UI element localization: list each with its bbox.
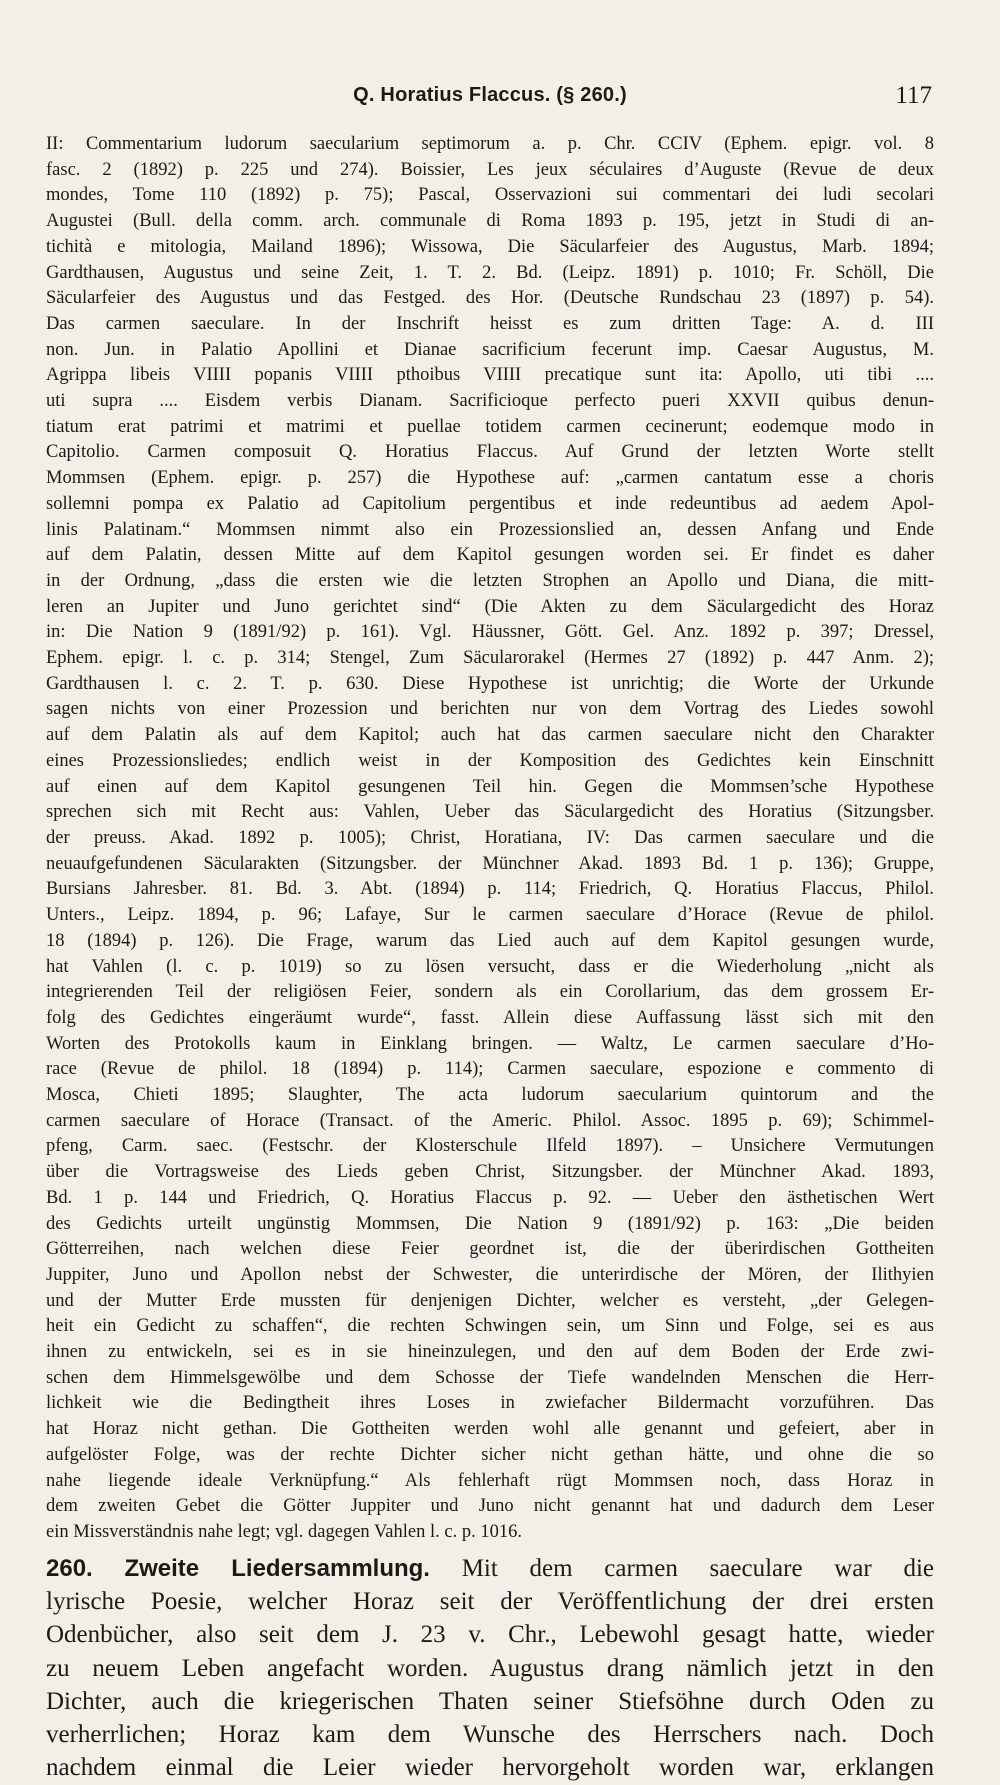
note-line: fasc. 2 (1892) p. 225 und 274). Boissier, Les jeux séculaires d’Auguste (Revue de deux [46, 159, 934, 180]
page-number: 117 [895, 82, 932, 109]
note-line: und der Mutter Erde mussten für denjenigen Dichter, welcher es versteht, „der Gelegen- [46, 1290, 934, 1311]
note-line: hat Horaz nicht gethan. Die Gottheiten werden wohl alle genannt und gefeiert, aber in [46, 1419, 934, 1440]
note-line: II: Commentarium ludorum saecularium septimorum a. p. Chr. CCIV (Ephem. epigr. vol. 8 [46, 134, 934, 154]
note-line: tichità e mitologia, Mailand 1896); Wissowa, Die Säcularfeier des Augustus, Marb. 1894; [46, 236, 934, 257]
note-line: in: Die Nation 9 (1891/92) p. 161). Vgl. Häussner, Gött. Gel. Anz. 1892 p. 397; Dressel, [46, 622, 934, 643]
section-line: Dichter, auch die kriegerischen Thaten seiner Stiefsöhne durch Oden zu [46, 1687, 934, 1715]
section-line: nachdem einmal die Leier wieder hervorgeholt worden war, erklangen [46, 1754, 934, 1782]
section-line: zu neuem Leben angefacht worden. Augustus drang nämlich jetzt in den [46, 1654, 934, 1682]
note-line: mondes, Tome 110 (1892) p. 75); Pascal, Osservazioni sui commentari dei ludi secolari [46, 185, 934, 206]
section-line: Mit dem carmen saeculare war die [461, 1554, 934, 1582]
note-line: eines Prozessionsliedes; endlich weist in der Komposition des Gedichtes kein Einschnitt [46, 750, 934, 771]
note-line: Worten des Protokolls kaum in Einklang bringen. — Waltz, Le carmen saeculare d’Ho- [46, 1033, 934, 1054]
note-line: ihnen zu entwickeln, sei es in sie hineinzulegen, und den auf dem Boden der Erde zwi- [46, 1342, 934, 1363]
note-line: 18 (1894) p. 126). Die Frage, warum das Lied auch auf dem Kapitol gesungen wurde, [46, 930, 934, 951]
section-title: Zweite Liedersammlung. [124, 1554, 430, 1582]
note-line: Mosca, Chieti 1895; Slaughter, The acta ludorum saecularium quintorum and the [46, 1085, 934, 1106]
note-line: auf dem Palatin als auf dem Kapitol; auch hat das carmen saeculare nicht den Charakter [46, 725, 934, 746]
note-line: sollemni pompa ex Palatio ad Capitolium pergentibus et inde redeuntibus ad aedem Apol- [46, 493, 934, 514]
note-line: uti supra .... Eisdem verbis Dianam. Sacrificioque perfecto pueri XXVII quibus denun- [46, 391, 934, 412]
note-line: dem zweiten Gebet die Götter Juppiter und Juno nicht genannt hat und dadurch dem Leser [46, 1496, 934, 1517]
note-line: pfeng, Carm. saec. (Festschr. der Klosterschule Ilfeld 1897). – Unsichere Vermutungen [46, 1136, 934, 1157]
note-line: des Gedichts urteilt ungünstig Mommsen, Die Nation 9 (1891/92) p. 163: „Die beiden [46, 1213, 934, 1234]
note-line: auf einen auf dem Kapitol gesungenen Teil hin. Gegen die Mommsen’sche Hypothese [46, 776, 934, 797]
note-line: der preuss. Akad. 1892 p. 1005); Christ, Horatiana, IV: Das carmen saeculare und die [46, 827, 934, 848]
note-line: tiatum erat patrimi et matrimi et puellae totidem carmen cecinerunt; eodemque modo in [46, 416, 934, 437]
section-260 [46, 1552, 934, 1785]
note-line: race (Revue de philol. 18 (1894) p. 114); Carmen saeculare, espozione e commento di [46, 1059, 934, 1080]
note-line: non. Jun. in Palatio Apollini et Dianae sacrificium fecerunt imp. Caesar Augustus, M. [46, 339, 934, 360]
note-line: hat Vahlen (l. c. p. 1019) so zu lösen versucht, dass er die Wiederholung „nicht als [46, 956, 934, 977]
section-line: verherrlichen; Horaz kam dem Wunsche des Herrschers nach. Doch [46, 1721, 934, 1749]
note-line: Götterreihen, nach welchen diese Feier geordnet ist, die der überirdischen Gottheiten [46, 1239, 934, 1260]
note-line: integrierenden Teil der religiösen Feier, sondern als ein Corollarium, das dem grossem Er- [46, 982, 934, 1003]
note-line: nahe liegende ideale Verknüpfung.“ Als fehlerhaft rügt Mommsen noch, dass Horaz in [46, 1470, 934, 1491]
note-line: leren an Jupiter und Juno gerichtet sind“ (Die Akten zu dem Säculargedicht des Horaz [46, 596, 934, 617]
note-line: Das carmen saeculare. In der Inschrift heisst es zum dritten Tage: A. d. III [46, 313, 934, 334]
note-line: Augustei (Bull. della comm. arch. communale di Roma 1893 p. 195, jetzt in Studi di an- [46, 211, 934, 232]
running-head [46, 66, 934, 110]
note-line: Bd. 1 p. 144 und Friedrich, Q. Horatius Flaccus p. 92. — Ueber den ästhetischen Wert [46, 1187, 934, 1208]
note-line: carmen saeculare of Horace (Transact. of the Americ. Philol. Assoc. 1895 p. 69); Schimmel- [46, 1110, 934, 1131]
note-line: Mommsen (Ephem. epigr. p. 257) die Hypothese auf: „carmen cantatum esse a choris [46, 468, 934, 489]
bibliography-notes [46, 132, 934, 1546]
note-line: schen dem Himmelsgewölbe und dem Schosse der Tiefe wandelnden Menschen die Herr- [46, 1367, 934, 1388]
note-line: Agrippa libeis VIIII popanis VIIII pthoibus VIIII precatique sunt ita: Apollo, uti tibi .... [46, 365, 934, 386]
note-line: aufgelöster Folge, was der rechte Dichter sicher nicht gethan hätte, und ohne die so [46, 1444, 934, 1465]
note-line: folg des Gedichtes eingeräumt wurde“, fasst. Allein diese Auffassung lässt sich mit den [46, 1007, 934, 1028]
note-line: Säcularfeier des Augustus und das Festged. des Hor. (Deutsche Rundschau 23 (1897) p. 54). [46, 288, 934, 309]
note-line: linis Palatinam.“ Mommsen nimmt also ein Prozessionslied an, dessen Anfang und Ende [46, 519, 934, 540]
note-line: Gardthausen, Augustus und seine Zeit, 1. T. 2. Bd. (Leipz. 1891) p. 1010; Fr. Schöll, Die [46, 262, 934, 283]
note-line: Bursians Jahresber. 81. Bd. 3. Abt. (1894) p. 114; Friedrich, Q. Horatius Flaccus, Philol. [46, 879, 934, 900]
note-line: neuaufgefundenen Säcularakten (Sitzungsber. der Münchner Akad. 1893 Bd. 1 p. 136); Gruppe, [46, 853, 934, 874]
section-line: lyrische Poesie, welcher Horaz seit der Veröffentlichung der drei ersten [46, 1587, 934, 1615]
section-line: Odenbücher, also seit dem J. 23 v. Chr., Lebewohl gesagt hatte, wieder [46, 1621, 934, 1649]
section-number: 260. [46, 1554, 93, 1582]
note-line: heit ein Gedicht zu schaffen“, die rechten Schwingen sein, um Sinn und Folge, sei es aus [46, 1316, 934, 1337]
note-line: lichkeit wie die Bedingtheit ihres Loses in zwiefacher Bildermacht vorzuführen. Das [46, 1393, 934, 1414]
note-line: Ephem. epigr. l. c. p. 314; Stengel, Zum Säcularorakel (Hermes 27 (1892) p. 447 Anm. 2); [46, 648, 934, 669]
note-line: in der Ordnung, „dass die ersten wie die letzten Strophen an Apollo und Diana, die mitt- [46, 570, 934, 591]
note-line: ein Missverständnis nahe legt; vgl. dagegen Vahlen l. c. p. 1016. [46, 1521, 522, 1542]
note-line: Gardthausen l. c. 2. T. p. 630. Diese Hypothese ist unrichtig; die Worte der Urkunde [46, 673, 934, 694]
running-head-title: Q. Horatius Flaccus. (§ 260.) [353, 84, 627, 106]
note-line: Unters., Leipz. 1894, p. 96; Lafaye, Sur le carmen saeculare d’Horace (Revue de philol. [46, 905, 934, 926]
section-first-line [46, 1552, 934, 1585]
note-line: sprechen sich mit Recht aus: Vahlen, Ueber das Säculargedicht des Horatius (Sitzungsber. [46, 802, 934, 823]
note-line: auf dem Palatin, dessen Mitte auf dem Kapitol gesungen worden sei. Er findet es daher [46, 545, 934, 566]
note-line: Juppiter, Juno und Apollon nebst der Schwester, die unterirdische der Mören, der Ilithyien [46, 1264, 934, 1285]
note-line: über die Vortragsweise des Lieds geben Christ, Sitzungsber. der Münchner Akad. 1893, [46, 1162, 934, 1183]
note-line: sagen nichts von einer Prozession und berichten nur von dem Vortrag des Liedes sowohl [46, 699, 934, 720]
note-line: Capitolio. Carmen composuit Q. Horatius Flaccus. Auf Grund der letzten Worte stellt [46, 442, 934, 463]
